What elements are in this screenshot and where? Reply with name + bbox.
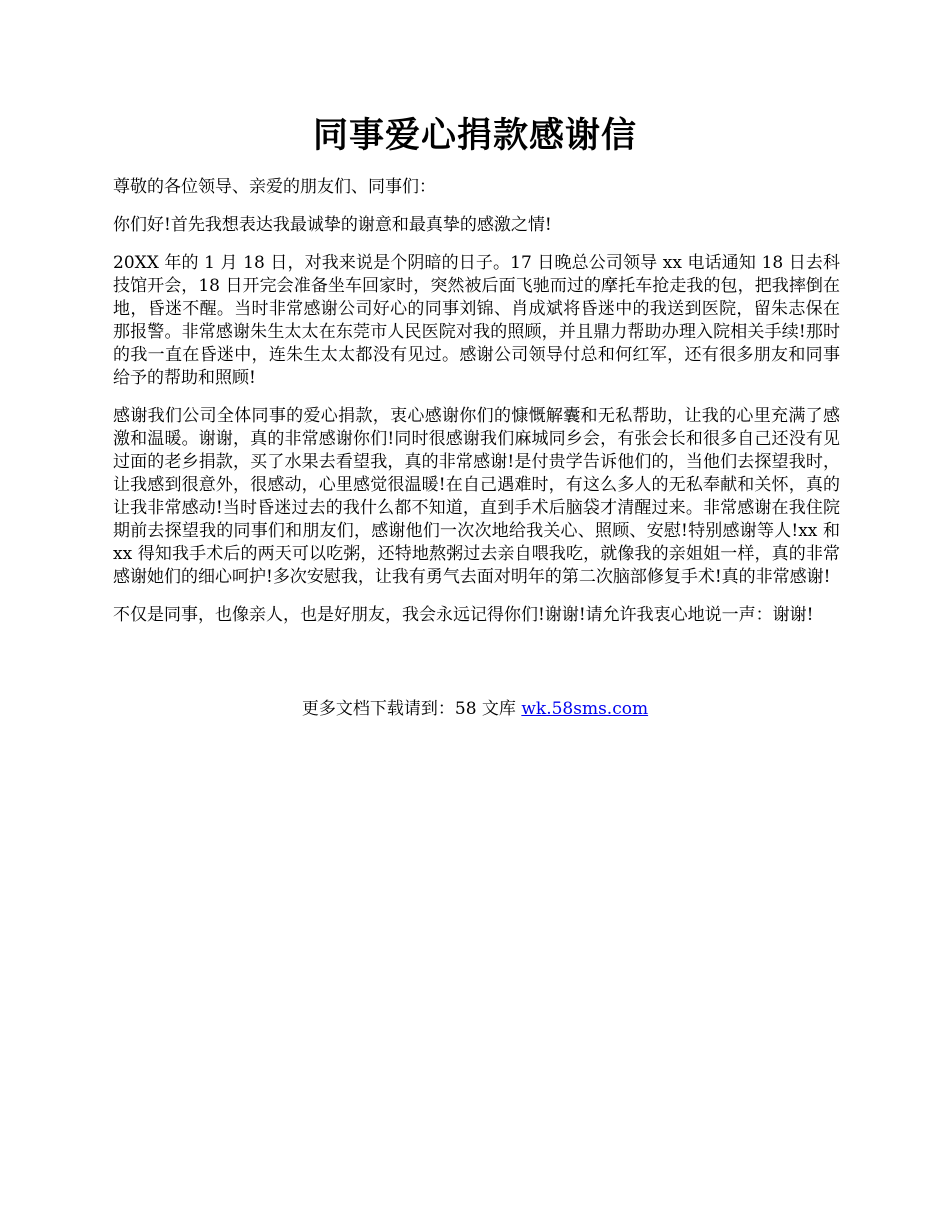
greeting-paragraph: 你们好!首先我想表达我最诚挚的谢意和最真挚的感激之情! bbox=[113, 215, 552, 235]
download-footer bbox=[0, 697, 950, 721]
closing-paragraph: 不仅是同事，也像亲人，也是好朋友，我会永远记得你们!谢谢!请允许我衷心地说一声：谢谢! bbox=[113, 605, 814, 625]
footer-link[interactable]: wk.58sms.com bbox=[521, 699, 649, 719]
incident-paragraph: 20XX 年的 1 月 18 日，对我来说是个阴暗的日子。17 日晚总公司领导 xx 电话通知 18 日去科技馆开会，18 日开完会准备坐车回家时，突然被后面飞驰而过的摩托车抢走我的包，把我摔倒在地，昏迷不醒。当时非常感谢公司好心的同事刘锦、肖成斌将昏迷中的我送到医院，留朱志保在那报警。非常感谢朱生太太在东莞市人民医院对我的照顾，并且鼎力帮助办理入院相关手续!那时的我一直在昏迷中，连朱生太太都没有见过。感谢公司领导付总和何红军，还有很多朋友和同事给予的帮助和照顾! bbox=[113, 253, 840, 388]
gratitude-paragraph: 感谢我们公司全体同事的爱心捐款，衷心感谢你们的慷慨解囊和无私帮助，让我的心里充满了感激和温暖。谢谢，真的非常感谢你们!同时很感谢我们麻城同乡会，有张会长和很多自己还没有见过面的老乡捐款，买了水果去看望我，真的非常感谢!是付贵学告诉他们的，当他们去探望我时，让我感到很意外，很感动，心里感觉很温暖!在自己遇难时，有这么多人的无私奉献和关怀，真的让我非常感动!当时昏迷过去的我什么都不知道，直到手术后脑袋才清醒过来。非常感谢在我住院期前去探望我的同事们和朋友们，感谢他们一次次地给我关心、照顾、安慰!特别感谢等人!xx 和 xx 得知我手术后的两天可以吃粥，还特地熬粥过去亲自喂我吃，就像我的亲姐姐一样，真的非常感谢她们的细心呵护!多次安慰我，让我有勇气去面对明年的第二次脑部修复手术!真的非常感谢! bbox=[113, 406, 840, 587]
footer-text: 更多文档下载请到：58 文库 bbox=[301, 699, 522, 719]
letter-body bbox=[113, 176, 840, 642]
salutation: 尊敬的各位领导、亲爱的朋友们、同事们： bbox=[113, 177, 436, 197]
document-title: 同事爱心捐款感谢信 bbox=[312, 115, 637, 156]
